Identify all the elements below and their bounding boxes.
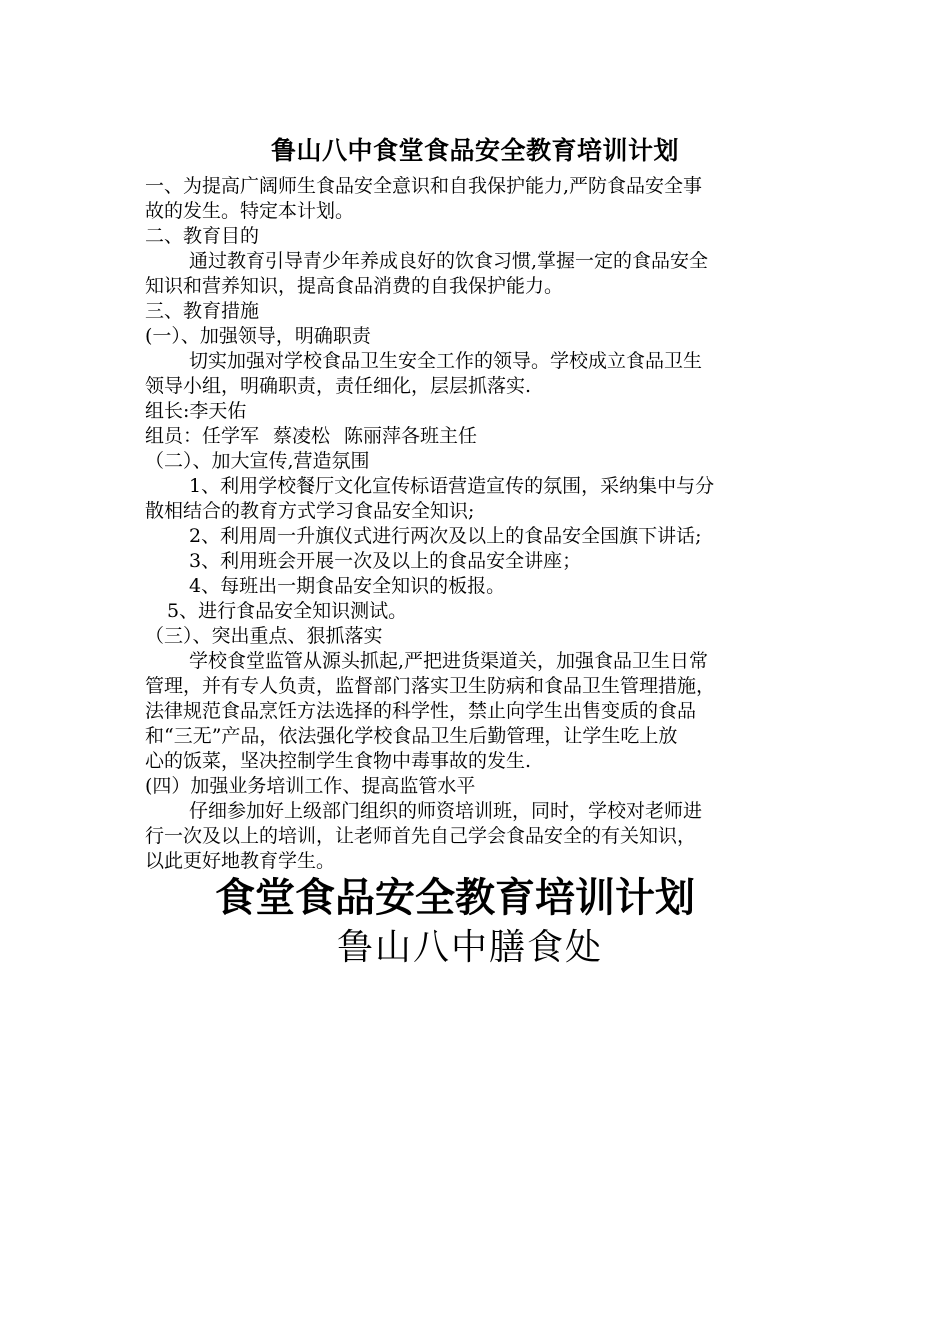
subsection-heading: （三）、突出重点、狠抓落实 xyxy=(145,625,383,647)
paragraph-line: 行一次及以上的培训，让老师首先自己学会食品安全的有关知识， xyxy=(145,825,697,847)
paragraph-line: 通过教育引导青少年养成良好的饮食习惯,掌握一定的食品安全 xyxy=(189,250,709,272)
paragraph-line: 切实加强对学校食品卫生安全工作的领导。学校成立食品卫生 xyxy=(189,350,703,372)
paragraph-line: 故的发生。特定本计划。 xyxy=(145,200,355,222)
subsection-heading: (一）、加强领导，明确职责 xyxy=(145,325,371,347)
paragraph-line: 学校食堂监管从源头抓起,严把进货渠道关，加强食品卫生日常 xyxy=(189,650,709,672)
paragraph-line: 仔细参加好上级部门组织的师资培训班，同时，学校对老师进 xyxy=(189,800,703,822)
group-member: 陈丽萍各班主任 xyxy=(344,425,478,447)
paragraph-line: 心的饭菜，坚决控制学生食物中毒事故的发生. xyxy=(145,750,532,772)
subsection-heading: （二）、加大宣传,营造氛围 xyxy=(145,450,370,472)
group-members-label: 组员：任学军 xyxy=(145,425,260,447)
section-heading: 二、教育目的 xyxy=(145,225,260,247)
section-heading: 三、教育措施 xyxy=(145,300,260,322)
group-members-line xyxy=(145,424,810,449)
document-body xyxy=(145,174,810,874)
paragraph-line: 法律规范食品烹饪方法选择的科学性，禁止向学生出售变质的食品 xyxy=(145,700,697,722)
list-item: 3、利用班会开展一次及以上的食品安全讲座； xyxy=(189,550,582,572)
document-title: 鲁山八中食堂食品安全教育培训计划 xyxy=(270,136,679,165)
paragraph-line: 领导小组，明确职责，责任细化，层层抓落实. xyxy=(145,375,532,397)
cover-title: 食堂食品安全教育培训计划 xyxy=(215,874,695,921)
subsection-heading: (四）加强业务培训工作、提高监管水平 xyxy=(145,775,476,797)
group-leader-line: 组长:李天佑 xyxy=(145,400,247,422)
list-item: 1、利用学校餐厅文化宣传标语营造宣传的氛围，采纳集中与分 xyxy=(189,475,715,497)
paragraph-line: 一、为提高广阔师生食品安全意识和自我保护能力,严防食品安全事 xyxy=(145,175,703,197)
cover-subtitle: 鲁山八中膳食处 xyxy=(336,927,603,968)
paragraph-line: 知识和营养知识，提高食品消费的自我保护能力。 xyxy=(145,275,564,297)
paragraph-line: 管理，并有专人负责，监督部门落实卫生防病和食品卫生管理措施， xyxy=(145,675,716,697)
paragraph-line: 和“三无”产品，依法强化学校食品卫生后勤管理，让学生吃上放 xyxy=(145,725,678,747)
paragraph-line: 以此更好地教育学生。 xyxy=(145,850,336,872)
group-member: 蔡凌松 xyxy=(273,425,331,447)
list-item: 5、进行食品安全知识测试。 xyxy=(167,600,408,622)
list-item: 4、每班出一期食品安全知识的板报。 xyxy=(189,575,506,597)
list-item: 2、利用周一升旗仪式进行两次及以上的食品安全国旗下讲话; xyxy=(189,525,702,547)
paragraph-line: 散相结合的教育方式学习食品安全知识; xyxy=(145,500,475,522)
